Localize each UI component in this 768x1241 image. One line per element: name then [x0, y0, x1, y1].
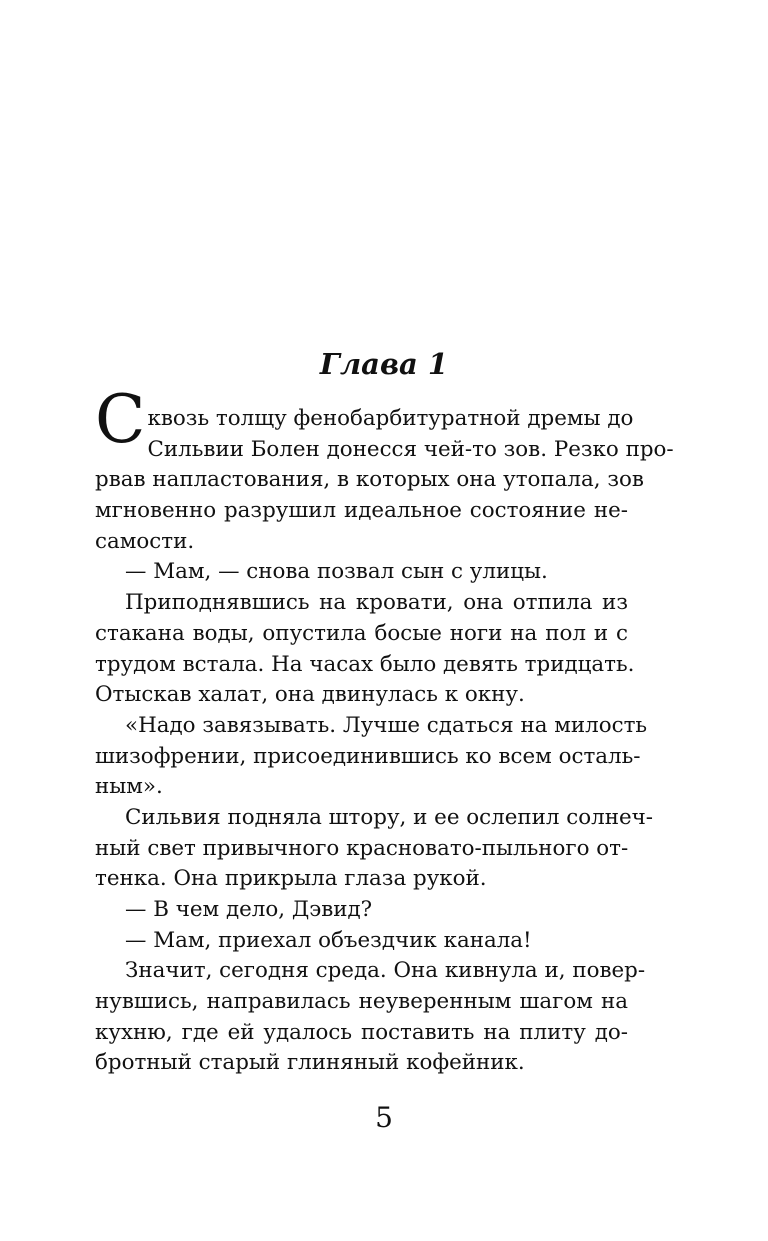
- text-line: — Мам, — снова позвал сын с улицы.: [125, 559, 548, 585]
- text-line: Сильвия подняла штору, и ее ослепил солнеч-: [125, 804, 654, 830]
- text-line: Значит, сегодня среда. Она кивнула и, повер-: [125, 958, 646, 984]
- text-line: самости.: [95, 528, 195, 554]
- text-line: трудом встала. На часах было девять тридцать.: [95, 651, 635, 677]
- text-line: квозь толщу фенобарбитуратной дремы до: [147, 406, 634, 431]
- text-line: Сильвии Болен донесся чей-то зов. Резко про-: [147, 436, 674, 462]
- text-line: шизофрении, присоединившись ко всем осталь-: [95, 743, 641, 769]
- text-line: — Мам, приехал объездчик канала!: [125, 927, 532, 953]
- text-line: рвав напластования, в которых она утопала, зов: [95, 467, 644, 493]
- text-line: тенка. Она прикрыла глаза рукой.: [95, 866, 487, 892]
- text-line: — В чем дело, Дэвид?: [125, 897, 373, 922]
- text-line: нувшись, направилась неуверенным шагом на: [95, 989, 628, 1015]
- page-number: 5: [375, 1101, 393, 1134]
- text-line: Отыскав халат, она двинулась к окну.: [95, 682, 525, 708]
- text-line: «Надо завязывать. Лучше сдаться на милость: [125, 712, 648, 738]
- text-line: ным».: [95, 774, 163, 800]
- text-line: мгновенно разрушил идеальное состояние не-: [95, 498, 628, 524]
- text-line: кухню, где ей удалось поставить на плиту до-: [95, 1019, 628, 1045]
- drop-cap: С: [95, 381, 146, 458]
- text-line: бротный старый глиняный кофейник.: [95, 1050, 525, 1076]
- body-text: [95, 381, 674, 1079]
- text-line: Приподнявшись на кровати, она отпила из: [125, 590, 628, 616]
- text-line: стакана воды, опустила босые ноги на пол и с: [95, 620, 628, 646]
- text-line: ный свет привычного красновато-пыльного от-: [95, 835, 629, 861]
- chapter-title: Глава 1: [319, 347, 449, 381]
